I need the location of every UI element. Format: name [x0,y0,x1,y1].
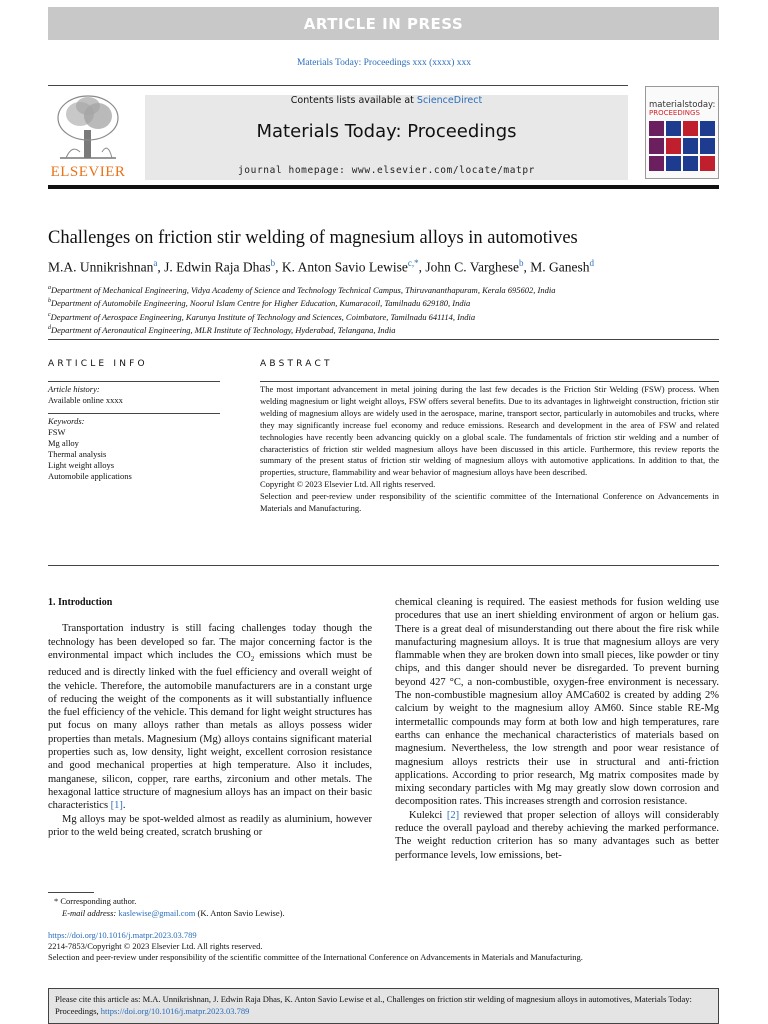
info-rule [48,413,220,414]
citation-doi-link[interactable]: https://doi.org/10.1016/j.matpr.2023.03.789 [100,1006,250,1016]
author-list [48,258,719,276]
citation-text: Please cite this article as: M.A. Unnikrishnan, J. Edwin Raja Dhas, K. Anton Savio Lewise et al., Challenges on friction stir welding of magnesium alloys in automotives, Materials Today: Proceedings, [55,994,692,1016]
abstract-bottom-rule [48,565,719,566]
issn-copyright: 2214-7853/Copyright © 2023 Elsevier Ltd. All rights reserved. [48,941,263,951]
affiliation-mark: b [48,298,51,305]
section-rule [48,339,719,340]
paragraph-text: reviewed that proper selection of alloys will considerably reduce the overall payload and thereby achieving the marked performance. The weight reduction criterion has so many advantages such as better performance levels, low emissions, bet- [395,809,719,861]
paragraph-text: Kulekci [409,809,447,821]
elsevier-wordmark: ELSEVIER [50,164,126,180]
keyword-item[interactable]: Thermal analysis [48,449,107,459]
author-affiliation-mark[interactable]: c,* [407,258,419,268]
affiliation-item [48,323,719,336]
cover-subtitle: PROCEEDINGS [649,109,700,117]
abstract-panel [260,372,719,515]
affiliation-item [48,283,719,296]
affiliation-item [48,310,719,323]
history-label: Article history: [48,384,100,394]
body-paragraph [395,809,719,862]
paragraph-text: emissions which must be reduced and is directly linked with the fuel efficiency and overall weight of the vehicle. Therefore, the automobile manufacturers are in a constant urge of reducing the weight of the components as it will substantially influence the fuel efficiency of the vehicle. This demand for light weight structures has put focus on many alloys rather than metals as alloys possess wider properties than metals. Magnesium (Mg) alloys contains significant material properties such as, low density, light weight, excellent corrosion resistance and good mechanical properties at high temperature. Also it includes, manganese, silicon, copper, rare earths, zirconium and other metals. The hexagonal lattice structure of magnesium alloys has an impact on their basic characteristics [48,649,372,812]
affiliation-text: Department of Automobile Engineering, Noorul Islam Centre for Higher Education, Kumaracoil, Tamilnadu 629180, India [51,298,471,309]
affiliation-item [48,296,719,309]
header-top-rule [48,85,628,86]
author-name[interactable]: M. Ganesh [530,259,590,275]
journal-header-box [145,95,628,180]
keyword-item[interactable]: Automobile applications [48,471,132,481]
cover-image-grid [649,121,715,171]
journal-homepage[interactable]: journal homepage: www.elsevier.com/locate/matpr [237,165,535,176]
body-left-column [48,596,372,839]
keywords-label: Keywords: [48,416,85,426]
author-name[interactable]: John C. Varghese [425,259,519,275]
paragraph-text: . [122,800,126,812]
email-owner: (K. Anton Savio Lewise). [195,908,285,918]
section-heading: 1. Introduction [48,597,113,608]
abstract-peer-review: Selection and peer-review under responsibility of the scientific committee of the International Conference on Advancements in Materials and Manufacturing. [260,491,719,514]
header-thick-rule [48,185,719,189]
history-value: Available online xxxx [48,395,123,405]
author-name[interactable]: J. Edwin Raja Dhas [164,259,271,275]
footnote [48,895,448,919]
affiliation-mark: d [48,324,51,331]
affiliation-text: Department of Aeronautical Engineering, MLR Institute of Technology, Hyderabad, Telangana, India [51,324,396,335]
article-in-press-banner: ARTICLE IN PRESS [48,7,719,40]
contents-prefix: Contents lists available at [290,95,417,106]
author-affiliation-mark[interactable]: a [153,258,158,268]
email-link[interactable]: kaslewise@gmail.com [118,908,196,918]
info-rule [48,381,220,382]
sciencedirect-link[interactable]: ScienceDirect [416,95,483,106]
doi-link[interactable]: https://doi.org/10.1016/j.matpr.2023.03.789 [48,930,197,940]
corresponding-author-note: * Corresponding author. [54,896,137,906]
body-paragraph: Mg alloys may be spot-welded almost as readily as aluminium, however prior to the weld being created, scratch brushing or [48,813,372,838]
journal-cover-thumbnail[interactable] [645,86,719,179]
affiliation-mark: a [48,285,51,291]
email-line [48,907,448,919]
journal-reference-link[interactable]: Materials Today: Proceedings xxx (xxxx) xxx [296,58,472,68]
author-separator: , [418,259,426,275]
affiliation-list [48,283,719,336]
journal-title: Materials Today: Proceedings [256,121,517,142]
author-separator: , [523,259,531,275]
contents-line [145,95,628,106]
footnote-rule [48,892,94,893]
email-label: E-mail address: [62,908,119,918]
author-affiliation-mark[interactable]: d [589,258,594,268]
paragraph-text: Transportation industry is still facing challenges today though the technology has been developed so far. The major concerning factor is the environmental impact which includes the CO [48,623,372,661]
abstract-copyright: Copyright © 2023 Elsevier Ltd. All rights reserved. [260,479,436,490]
footer-peer-review: Selection and peer-review under responsibility of the scientific committee of the International Conference on Advancements in Materials and Manufacturing. [48,952,583,962]
keyword-item[interactable]: Light weight alloys [48,460,115,470]
abstract-heading: ABSTRACT [260,359,333,369]
author-separator: , [275,259,282,275]
author-name[interactable]: M.A. Unnikrishnan [48,259,154,275]
article-info-panel [48,372,220,482]
author-affiliation-mark[interactable]: b [270,258,276,268]
citation-box [48,988,719,1024]
author-name[interactable]: K. Anton Savio Lewise [281,259,408,275]
keyword-item[interactable]: Mg alloy [48,438,79,448]
keyword-item[interactable]: FSW [48,427,66,437]
subscript: 2 [250,654,255,663]
article-info-heading: ARTICLE INFO [48,359,148,369]
abstract-body: The most important advancement in metal joining during the last few decades is the Friction Stir Welding (FSW) process. When welding magnesium or light weight alloys, FSW offers several benefits. Due to its advantages in lightweight construction, friction stir welding of magnesium alloys are widely used in the aerospace, marine, transport sector, particularly in automobiles and trucks, where they may significantly increase fuel economy and reduce emissions. Research and development in the area of FSW and related technologies have recently been advancing quickly on a global scale. The fundamentals of friction stir welding and a number of characteristics of friction stir welded magnesium alloys have been discussed in this article. Furthermore, this review reports the summary of the present status of friction stir welding of magnesium alloys with automotive applications. In addition to that, the properties, structure, flammability and wear behavior of magnesium alloys have been described. [260,384,719,478]
affiliation-text: Department of Aerospace Engineering, Karunya Institute of Technology and Sciences, Coimbatore, Tamilnadu 641114, India [50,311,476,322]
body-paragraph: chemical cleaning is required. The easiest methods for fusion welding use procedures that use an inert shielding environment of argon or helium gas. There is a great deal of misunderstanding out there about the fire risk while manufacturing magnesium alloys. It is true that magnesium alloys are very flammable when they are broken down into small pieces, like powder or tiny chips, and this danger should never be disregarded. To prevent burning beyond 427 °C, a non-combustible, oxygen-free environment is necessary. The non-combustible magnesium alloy AMCa602 is created by adding 2% calcium by weight to the magnesium alloy AM60. Since stable RE-Mg intermetallic compounds may form at both low and high temperatures, rare earths can enhance the mechanical characteristics of materials based on magnesium. Nevertheless, the low strength and poor wear resistance of magnesium alloys restricts their use in structural and anti-friction applications. According to prior research, Mg matrix composites made by mixing secondary particles with Mg may greatly slow down corrosion and decomposition rates. This increases strength and corrosion resistance. [395,597,719,808]
footer-metadata [48,930,719,963]
affiliation-text: Department of Mechanical Engineering, Vidya Academy of Science and Technology Technical Campus, Thiruvananthapuram, Kerala 695602, India [51,284,556,295]
elsevier-logo[interactable] [48,92,128,182]
elsevier-tree-icon [50,92,126,162]
citation-link[interactable]: [1] [110,800,123,812]
body-paragraph [48,622,372,812]
author-separator: , [157,259,165,275]
citation-link[interactable]: [2] [446,809,460,821]
cover-title: materialstoday: [649,100,716,110]
author-affiliation-mark[interactable]: b [518,258,524,268]
body-right-column [395,596,719,862]
affiliation-mark: c [48,311,51,318]
abstract-rule [260,381,719,382]
paper-title: Challenges on friction stir welding of magnesium alloys in automotives [48,228,578,248]
